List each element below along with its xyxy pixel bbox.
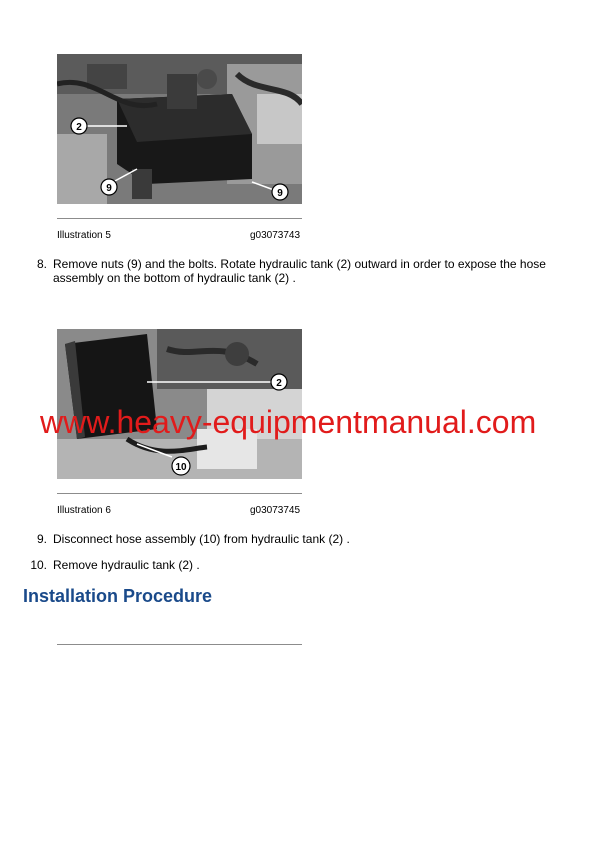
illustration-5-code: g03073743 (250, 230, 301, 241)
callout-10-label: 10 (175, 462, 187, 473)
illustration-6-code: g03073745 (250, 505, 301, 516)
installation-rule (57, 644, 302, 645)
step-8 (23, 257, 583, 289)
illustration-6-caption: Illustration 6 (57, 505, 111, 516)
illustration-5-photo (57, 54, 302, 204)
step-9-number: 9. (36, 532, 47, 546)
illustration-6-rule (57, 493, 302, 494)
step-9-text: Disconnect hose assembly (10) from hydraulic tank (2) . (53, 532, 350, 546)
step-8-line-2: assembly on the bottom of hydraulic tank (2) . (53, 271, 296, 285)
callout-9-right-label: 9 (277, 188, 283, 199)
watermark: www.heavy-equipmentmanual.com (40, 404, 537, 440)
step-10-number: 10. (30, 558, 47, 572)
step-8-line-1: Remove nuts (9) and the bolts. Rotate hydraulic tank (2) outward in order to expose the hose (53, 257, 546, 271)
illustration-5-caption: Illustration 5 (57, 230, 111, 241)
step-8-number: 8. (36, 257, 47, 271)
step-9 (23, 532, 583, 548)
step-10-text: Remove hydraulic tank (2) . (53, 558, 200, 572)
section-heading: Installation Procedure (23, 586, 213, 606)
callout-9-left-label: 9 (106, 183, 112, 194)
callout-2-label: 2 (76, 122, 82, 133)
illustration-5-rule (57, 218, 302, 219)
callout-2-label-6: 2 (276, 378, 282, 389)
step-10 (23, 558, 583, 574)
